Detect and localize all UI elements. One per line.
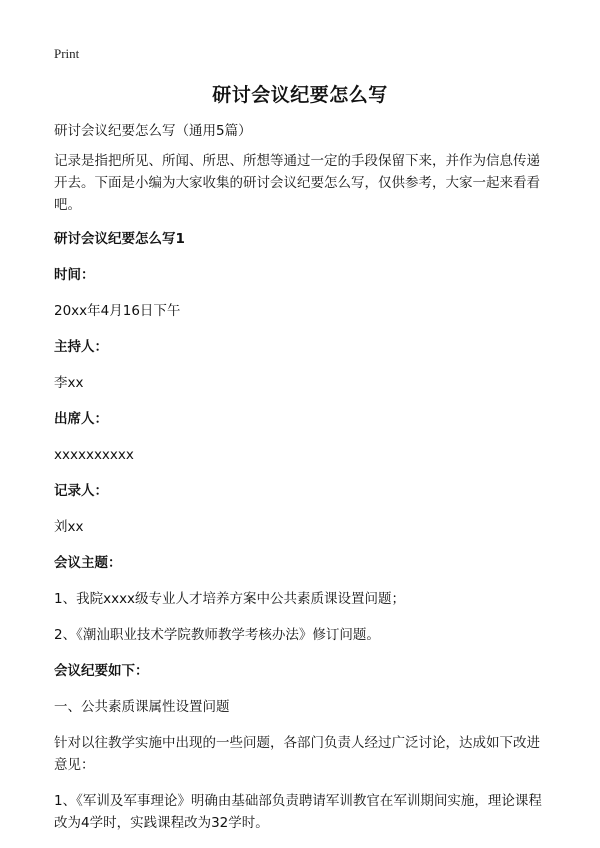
attendees-value: xxxxxxxxxx [54,447,134,463]
intro-paragraph: 记录是指把所见、所闻、所思、所想等通过一定的手段保留下来，并作为信息传递开去。下面是小编为大家收集的研讨会议纪要怎么写，仅供参考，大家一起来看看吧。 [54,153,540,213]
minutes-subheading: 一、公共素质课属性设置问题 [54,699,230,715]
minutes-heading: 会议纪要如下： [54,663,149,679]
document-body [54,120,550,848]
print-link[interactable]: Print [54,46,80,61]
attendees-label: 出席人： [54,411,108,427]
host-label: 主持人： [54,339,108,355]
minutes-paragraph: 针对以往教学实施中出现的一些问题，各部门负责人经过广泛讨论，达成如下改进意见： [54,735,540,773]
section-heading: 研讨会议纪要怎么写1 [54,231,185,247]
time-value: 20xx年4月16日下午 [54,303,181,319]
minutes-item: 1、《军训及军事理论》明确由基础部负责聘请军训教官在军训期间实施，理论课程改为4学时，实践课程改为32学时。 [54,793,542,831]
topic-label: 会议主题： [54,555,122,571]
topic-item: 1、我院xxxx级专业人才培养方案中公共素质课设置问题； [54,591,406,607]
page-title: 研讨会议纪要怎么写 [212,84,388,106]
recorder-value: 刘xx [54,519,84,535]
document-subtitle: 研讨会议纪要怎么写（通用5篇） [54,123,252,139]
time-label: 时间： [54,267,95,283]
host-value: 李xx [54,375,84,391]
recorder-label: 记录人： [54,483,108,499]
topic-item: 2、《潮汕职业技术学院教师教学考核办法》修订问题。 [54,627,380,643]
